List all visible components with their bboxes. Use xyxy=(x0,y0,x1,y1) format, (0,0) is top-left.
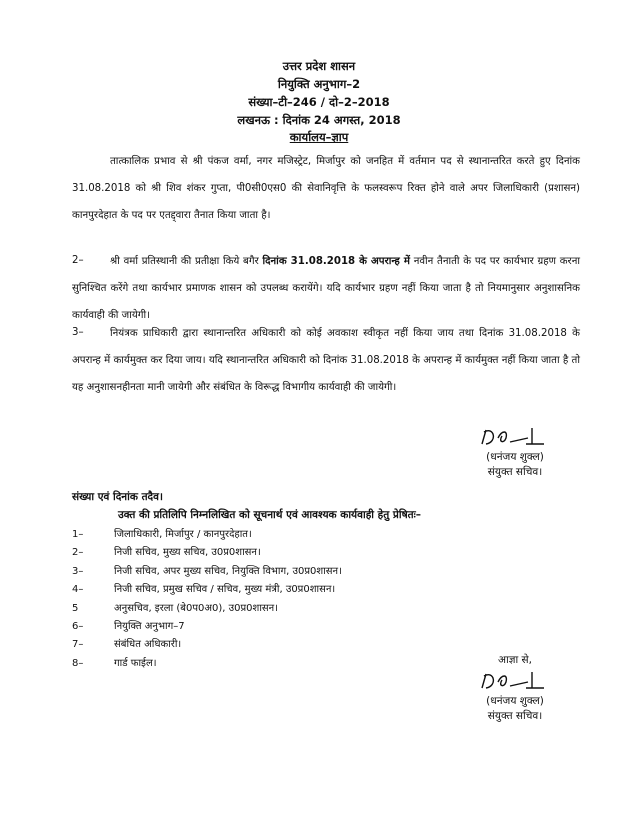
paragraph-3 xyxy=(72,320,580,401)
paragraph-3-text: नियंत्रक प्राधिकारी द्वारा स्थानान्तरित अधिकारी को कोई अवकाश स्वीकृत नहीं किया जाय तथा दिनांक 31.08.2018 के अपरान्ह में कार्यमुक्त कर दिया जाय। यदि स्थानान्तरित अधिकारी को दिनांक 31.08.2018 के अपरान्ह में कार्यमुक्त नहीं किया जाता है तो यह अनुशासनहीनता मानी जायेगी और संबंधित के विरूद्ध विभागीय कार्यवाही की जायेगी। xyxy=(72,328,580,393)
paragraph-2 xyxy=(72,248,580,329)
list-item-number: 3– xyxy=(72,565,84,577)
reference-number: संख्या–टी–246 / दो–2–2018 xyxy=(248,95,390,109)
by-order-text: आज्ञा से, xyxy=(498,654,532,666)
list-item-text: निजी सचिव, अपर मुख्य सचिव, नियुक्ति विभाग, उ0प्र0शासन। xyxy=(114,565,342,577)
government-heading: उत्तर प्रदेश शासन xyxy=(282,59,356,73)
list-item-number: 7– xyxy=(72,639,84,651)
signatory-designation-2: संयुक्त सचिव। xyxy=(487,710,543,722)
paragraph-2-text-pre: श्री वर्मा प्रतिस्थानी की प्रतीक्षा किये बगैर xyxy=(110,256,263,267)
list-item-text: निजी सचिव, मुख्य सचिव, उ0प्र0शासन। xyxy=(114,547,261,559)
handwritten-signature-2 xyxy=(476,668,554,694)
document-type xyxy=(0,129,638,145)
signatory-designation-1: संयुक्त सचिव। xyxy=(487,466,543,478)
list-item-text: अनुसचिव, इरला (बे0प0अ0), उ0प्र0शासन। xyxy=(114,602,279,614)
list-item-number: 1– xyxy=(72,529,84,540)
signatory-name-1: (धनंजय शुक्ल) xyxy=(486,451,544,463)
list-item-text: जिलाधिकारी, मिर्जापुर / कानपुरदेहात। xyxy=(114,529,252,540)
copy-intro: उक्त की प्रतिलिपि निम्नलिखित को सूचनार्थ एवं आवश्यक कार्यवाही हेतु प्रेषितः– xyxy=(118,509,421,521)
signature-block-2 xyxy=(455,653,575,724)
list-item-number: 8– xyxy=(72,657,84,669)
paragraph-2-text-post: नवीन तैनाती के पद पर कार्यभार ग्रहण करना सुनिश्चित करेंगे तथा कार्यभार प्रमाणक शासन को उपलब्ध करायेंगे। यदि कार्यभार ग्रहण नहीं किया जाता है तो नियमानुसार अनुशासनिक कार्यवाही की जायेगी। xyxy=(72,256,581,321)
section-heading: नियुक्ति अनुभाग–2 xyxy=(277,77,361,91)
document-type-label: कार्यालय–ज्ञाप xyxy=(289,130,349,144)
handwritten-signature-1 xyxy=(476,424,554,450)
list-item-number: 4– xyxy=(72,584,84,596)
paragraph-3-number: 3– xyxy=(72,327,84,338)
list-item-text: गार्ड फाईल। xyxy=(114,657,157,669)
list-item-number: 2– xyxy=(72,547,84,559)
signatory-name-2: (धनंजय शुक्ल) xyxy=(486,695,544,707)
copy-heading: संख्या एवं दिनांक तदैव। xyxy=(72,491,163,503)
signature-block-1 xyxy=(455,424,575,480)
paragraph-1-text: तात्कालिक प्रभाव से श्री पंकज वर्मा, नगर मजिस्ट्रेट, मिर्जापुर को जनहित में वर्तमान पद से स्थानान्तरित करते हुए दिनांक 31.08.2018 को श्री शिव शंकर गुप्ता, पी0सी0एस0 की सेवानिवृत्ति के फलस्वरूप रिक्त होने वाले अपर जिलाधिकारी (प्रशासन) कानपुरदेहात के पद पर एतद्द्वारा तैनात किया जाता है। xyxy=(72,156,580,221)
place-date: लखनऊ : दिनांक 24 अगस्त, 2018 xyxy=(237,113,401,127)
list-item-text: नियुक्ति अनुभाग–7 xyxy=(114,621,185,632)
list-item-number: 6– xyxy=(72,621,84,632)
paragraph-2-text-bold: दिनांक 31.08.2018 के अपरान्ह में xyxy=(262,256,410,267)
paragraph-2-number: 2– xyxy=(72,255,84,266)
list-item-text: निजी सचिव, प्रमुख सचिव / सचिव, मुख्य मंत्री, उ0प्र0शासन। xyxy=(114,584,336,596)
list-item-number: 5 xyxy=(72,602,79,614)
list-item-text: संबंधित अधिकारी। xyxy=(114,639,182,651)
paragraph-1 xyxy=(72,148,580,229)
